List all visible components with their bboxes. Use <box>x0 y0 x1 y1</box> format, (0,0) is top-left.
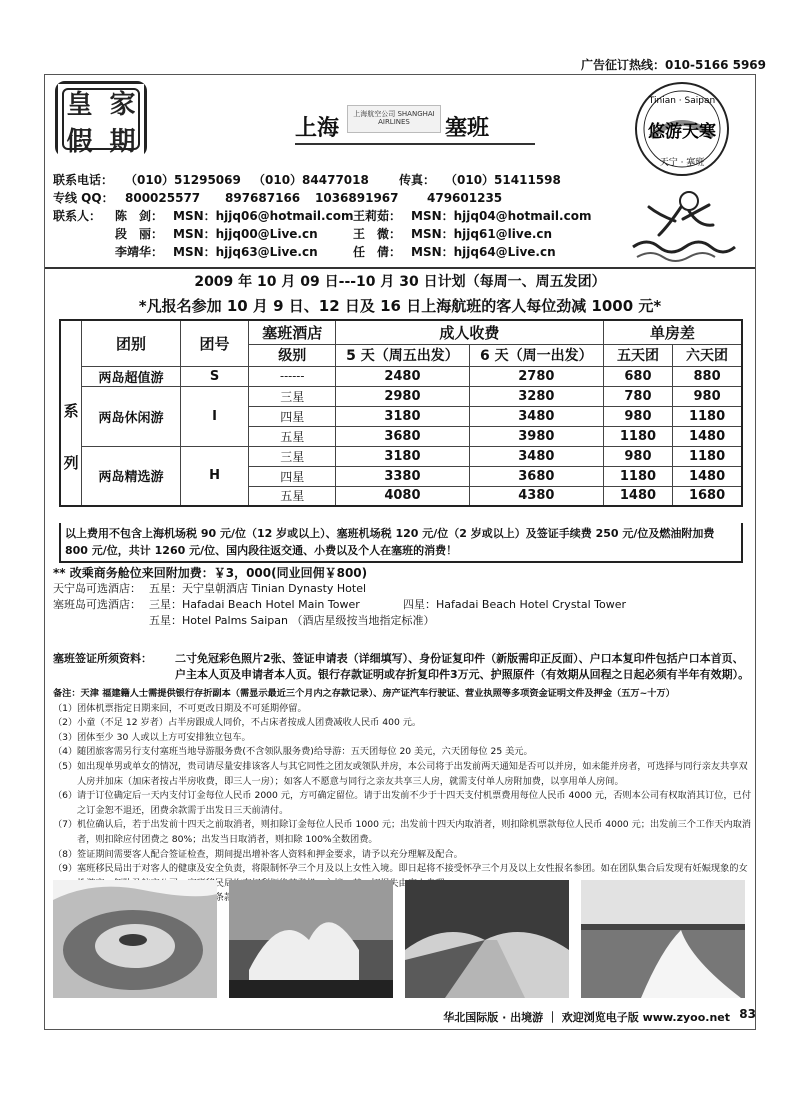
contact-info <box>53 171 613 261</box>
tinian-hotel-label: 天宁岛可选酒店： <box>53 582 141 595</box>
qq-label: 专线 QQ： <box>53 191 114 205</box>
note-item <box>53 760 753 789</box>
hotel-level: ------ <box>249 366 335 386</box>
side-char: 列 <box>63 454 79 472</box>
single-6day: 1180 <box>673 406 742 426</box>
logo-middle-text: 悠游天寒 <box>648 122 716 142</box>
fax-label: 传真： <box>399 173 436 187</box>
note-text: 塞班移民局出于对客人的健康及安全负责，将限制怀孕三个月及以上女性入境。即日起将不接受怀孕三个月及以上女性报名参团。如在团队集合后发现有妊娠现象的女 塞班移民局均有 损失由客 <box>77 863 748 889</box>
single-5day: 1180 <box>603 426 672 446</box>
price-5day: 2980 <box>335 386 469 406</box>
price-6day: 3680 <box>469 466 603 486</box>
note-number: （9） <box>53 863 78 875</box>
hotel-options <box>53 581 753 629</box>
note-text: 小童（不足 12 岁者）占半房跟成人同价，不占床者按成人团费减收人民币 400 元。 <box>77 717 422 729</box>
series-side-label <box>60 320 82 506</box>
photo-wave-splash <box>229 880 393 998</box>
contact-msn: MSN：hjjq61@live.cn <box>411 227 553 241</box>
photo-coastal-road <box>405 880 569 998</box>
col-header-single: 单房差 <box>603 320 742 344</box>
group-name: 两岛精选游 <box>82 446 180 506</box>
group-name: 两岛超值游 <box>82 366 180 386</box>
photo-boat-wake <box>581 880 745 998</box>
hotel-level: 五星 <box>249 486 335 506</box>
hotel-level: 三星 <box>249 446 335 466</box>
airline-logo <box>347 105 441 133</box>
logo-top-text: Tinian · Saipan <box>648 96 716 106</box>
brand-logo-royal-holiday <box>55 81 147 157</box>
contact-name: 王 微： <box>353 227 402 241</box>
note-text: 随团旅客需另行支付塞班当地导游服务费(不含领队服务费)给导游：五天团每位 20 美元，六天团每位 25 美元。 <box>77 746 533 758</box>
single-6day: 1180 <box>673 446 742 466</box>
single-6day: 1480 <box>673 426 742 446</box>
note-item <box>53 716 753 731</box>
price-5day: 3680 <box>335 426 469 446</box>
swimmer-illustration <box>629 185 739 265</box>
note-number: （4） <box>53 746 78 758</box>
price-table <box>59 319 743 507</box>
price-6day: 2780 <box>469 366 603 386</box>
phone-1: （010）51295069 <box>125 173 241 187</box>
page-number: 83 <box>739 1007 756 1021</box>
note-item <box>53 848 753 863</box>
logo-char: 假 <box>58 121 101 158</box>
group-name: 两岛休闲游 <box>82 386 180 446</box>
single-5day: 780 <box>603 386 672 406</box>
price-5day: 3180 <box>335 406 469 426</box>
note-text: 团体机票指定日期来回，不可更改日期及不可延期停留。 <box>77 702 307 714</box>
contact-name: 王莉茹： <box>353 209 402 223</box>
col-header-6day: 6 天（周一出发） <box>469 344 603 366</box>
single-6day: 1480 <box>673 466 742 486</box>
contact-name: 任 倩： <box>353 245 402 259</box>
page-frame <box>44 74 756 1030</box>
note-number: （7） <box>53 819 78 831</box>
fax-number: （010）51411598 <box>445 173 561 187</box>
col-header-level: 级别 <box>249 344 335 366</box>
footer-banner: 华北国际版 · 出境游 ｜ 欢迎浏览电子版 www.zyoo.net <box>443 1011 730 1024</box>
hotel-level: 五星 <box>249 426 335 446</box>
note-text: 如出现单男或单女的情况，贵司请尽量安排该客人与其它同性之团友或领队并房，本公司将于出发前两天通知是否可以并房，如未能并房者，可选择与同行亲友共享双人房并加床（加床者按占半房收费，即三人一房）；如客人不愿意与同行之亲友共享三人房，就需支付单人房附加费，以享用单人房间。 <box>77 760 748 787</box>
note-number: （5） <box>53 760 78 772</box>
business-upgrade-fee: ** 改乘商务舱位来回附加费：￥3，000(同业回佣￥800) <box>53 566 368 580</box>
title-origin: 上海 <box>295 115 340 141</box>
qq-number: 479601235 <box>427 191 503 205</box>
note-item <box>53 731 753 746</box>
phone-2: （010）84477018 <box>253 173 369 187</box>
title-destination: 塞班 <box>445 115 490 141</box>
saipan-hotel-5star: 五星：Hotel Palms Saipan （酒店星级按当地指定标准） <box>149 614 435 627</box>
col-header-code: 团号 <box>180 320 249 366</box>
note-number: （3） <box>53 731 78 743</box>
saipan-hotel-3star: 三星：Hafadai Beach Hotel Main Tower <box>149 598 360 611</box>
note-item <box>53 702 753 717</box>
contact-msn: MSN：hjjq63@Live.cn <box>173 245 318 259</box>
qq-number: 800025577 <box>125 191 201 205</box>
single-5day: 680 <box>603 366 672 386</box>
contact-msn: MSN：hjjq04@hotmail.com <box>411 209 592 223</box>
col-header-single-6: 六天团 <box>673 344 742 366</box>
note-text: 团体至少 30 人或以上方可安排独立包车。 <box>77 731 251 743</box>
hotel-level: 四星 <box>249 406 335 426</box>
table-row <box>60 446 742 466</box>
route-title <box>295 105 535 145</box>
price-5day: 2480 <box>335 366 469 386</box>
price-6day: 4380 <box>469 486 603 506</box>
price-6day: 3480 <box>469 406 603 426</box>
note-text: 签证期间需要客人配合签证检查，期间提出增补客人资料和押金要求，请予以充分理解及配合。 <box>77 848 463 860</box>
price-6day: 3280 <box>469 386 603 406</box>
price-6day: 3480 <box>469 446 603 466</box>
note-text: 机位确认后，若于出发前十四天之前取消者，则扣除订金每位人民币 1000 元；出发前十四天内取消者，则扣除机票款每位人民币 4000 元；出发前三个工作天内取消者，则扣除应付团费之 80%；出发当日取消者，则扣除 100%全数团费。 <box>77 819 752 845</box>
group-code: H <box>180 446 249 506</box>
group-code: I <box>180 386 249 446</box>
group-code: S <box>180 366 249 386</box>
single-5day: 980 <box>603 446 672 466</box>
logo-bottom-text: 天宁 · 塞班 <box>659 158 705 168</box>
logo-char: 皇 <box>58 84 101 121</box>
note-text: 请于订位确定后一天内支付订金每位人民币 2000 元，方可确定留位。请于出发前不少于十四天支付机票费用每位人民币 4000 元，否则本公司有权取消其订位，已付之订金恕不退还，团费余款需于出发日三天前清付。 <box>77 790 752 816</box>
airline-name: 上海航空公司 SHANGHAI AIRLINES <box>353 110 435 126</box>
contact-name: 段 丽： <box>115 227 164 241</box>
remark-line: 备注：天津 福建籍人士需提供银行存折副本（需显示最近三个月内之存款记录）、房产证汽车行驶证、营业执照等多项资金证明文件及押金（五万~十万） <box>53 688 675 699</box>
hotel-level: 三星 <box>249 386 335 406</box>
fee-exclusions-note: 以上费用不包含上海机场税 90 元/位（12 岁或以上）、塞班机场税 120 元/位（2 岁或以上）及签证手续费 250 元/位及燃油附加费 800 元/位，共计 1260 元/位、国内段往返交通、小费以及个人在塞班的消费！ <box>59 523 743 563</box>
hotel-level: 四星 <box>249 466 335 486</box>
schedule-title: 2009 年 10 月 09 日---10 月 30 日计划（每周一、周五发团） <box>194 274 606 290</box>
visa-documents-body: 二寸免冠彩色照片2张、签证申请表（详细填写）、身份证复印件（新版需印正反面）、户口本复印件包括户口本首页、户主本人页及申请者本人页。银行存款证明或存折复印件3万元、护照原件（有效期从回程之日起必须有半年有效期）。 <box>175 652 750 681</box>
note-item <box>53 789 753 818</box>
price-5day: 3180 <box>335 446 469 466</box>
col-header-group: 团别 <box>82 320 180 366</box>
table-row <box>60 386 742 406</box>
col-header-hotel: 塞班酒店 <box>249 320 335 344</box>
single-5day: 1480 <box>603 486 672 506</box>
note-number: （6） <box>53 790 78 802</box>
terms-notes <box>53 687 753 906</box>
contact-msn: MSN：hjjq00@Live.cn <box>173 227 318 241</box>
col-header-5day: 5 天（周五出发） <box>335 344 469 366</box>
qq-number: 1036891967 <box>315 191 399 205</box>
contact-msn: MSN：hjjq64@Live.cn <box>411 245 556 259</box>
people-label: 联系人： <box>53 209 102 223</box>
contact-name: 陈 剑： <box>115 209 164 223</box>
single-6day: 1680 <box>673 486 742 506</box>
photo-lagoon-aerial <box>53 880 217 998</box>
saipan-hotel-4star: 四星：Hafadai Beach Hotel Crystal Tower <box>403 598 627 611</box>
phone-label: 联系电话： <box>53 173 114 187</box>
note-number: （2） <box>53 717 78 729</box>
promo-discount: *凡报名参加 10 月 9 日、12 日及 16 日上海航班的客人每位劲减 1000 元* <box>138 297 662 315</box>
single-5day: 1180 <box>603 466 672 486</box>
visa-documents-label: 塞班签证所须资料： <box>53 652 152 665</box>
ad-hotline: 广告征订热线：010-5166 5969 <box>580 58 766 72</box>
single-6day: 880 <box>673 366 742 386</box>
note-item <box>53 745 753 760</box>
logo-char: 家 <box>101 84 144 121</box>
tinian-hotel: 五星：天宁皇朝酒店 Tinian Dynasty Hotel <box>149 582 367 595</box>
contact-msn: MSN：hjjq06@hotmail.com <box>173 209 354 223</box>
qq-number: 897687166 <box>225 191 301 205</box>
contact-name: 李靖华： <box>115 245 164 259</box>
single-5day: 980 <box>603 406 672 426</box>
photo-strip <box>53 880 749 998</box>
note-number: （8） <box>53 848 78 860</box>
saipan-hotel-label: 塞班岛可选酒店： <box>53 598 141 611</box>
note-number: （1） <box>53 702 78 714</box>
col-header-adult: 成人收费 <box>335 320 603 344</box>
note-item <box>53 818 753 847</box>
price-6day: 3980 <box>469 426 603 446</box>
logo-char: 期 <box>101 121 144 158</box>
price-5day: 3380 <box>335 466 469 486</box>
single-6day: 980 <box>673 386 742 406</box>
col-header-single-5: 五天团 <box>603 344 672 366</box>
price-5day: 4080 <box>335 486 469 506</box>
table-row <box>60 366 742 386</box>
side-char: 系 <box>63 402 79 420</box>
brand-logo-tinian-saipan <box>621 79 743 179</box>
